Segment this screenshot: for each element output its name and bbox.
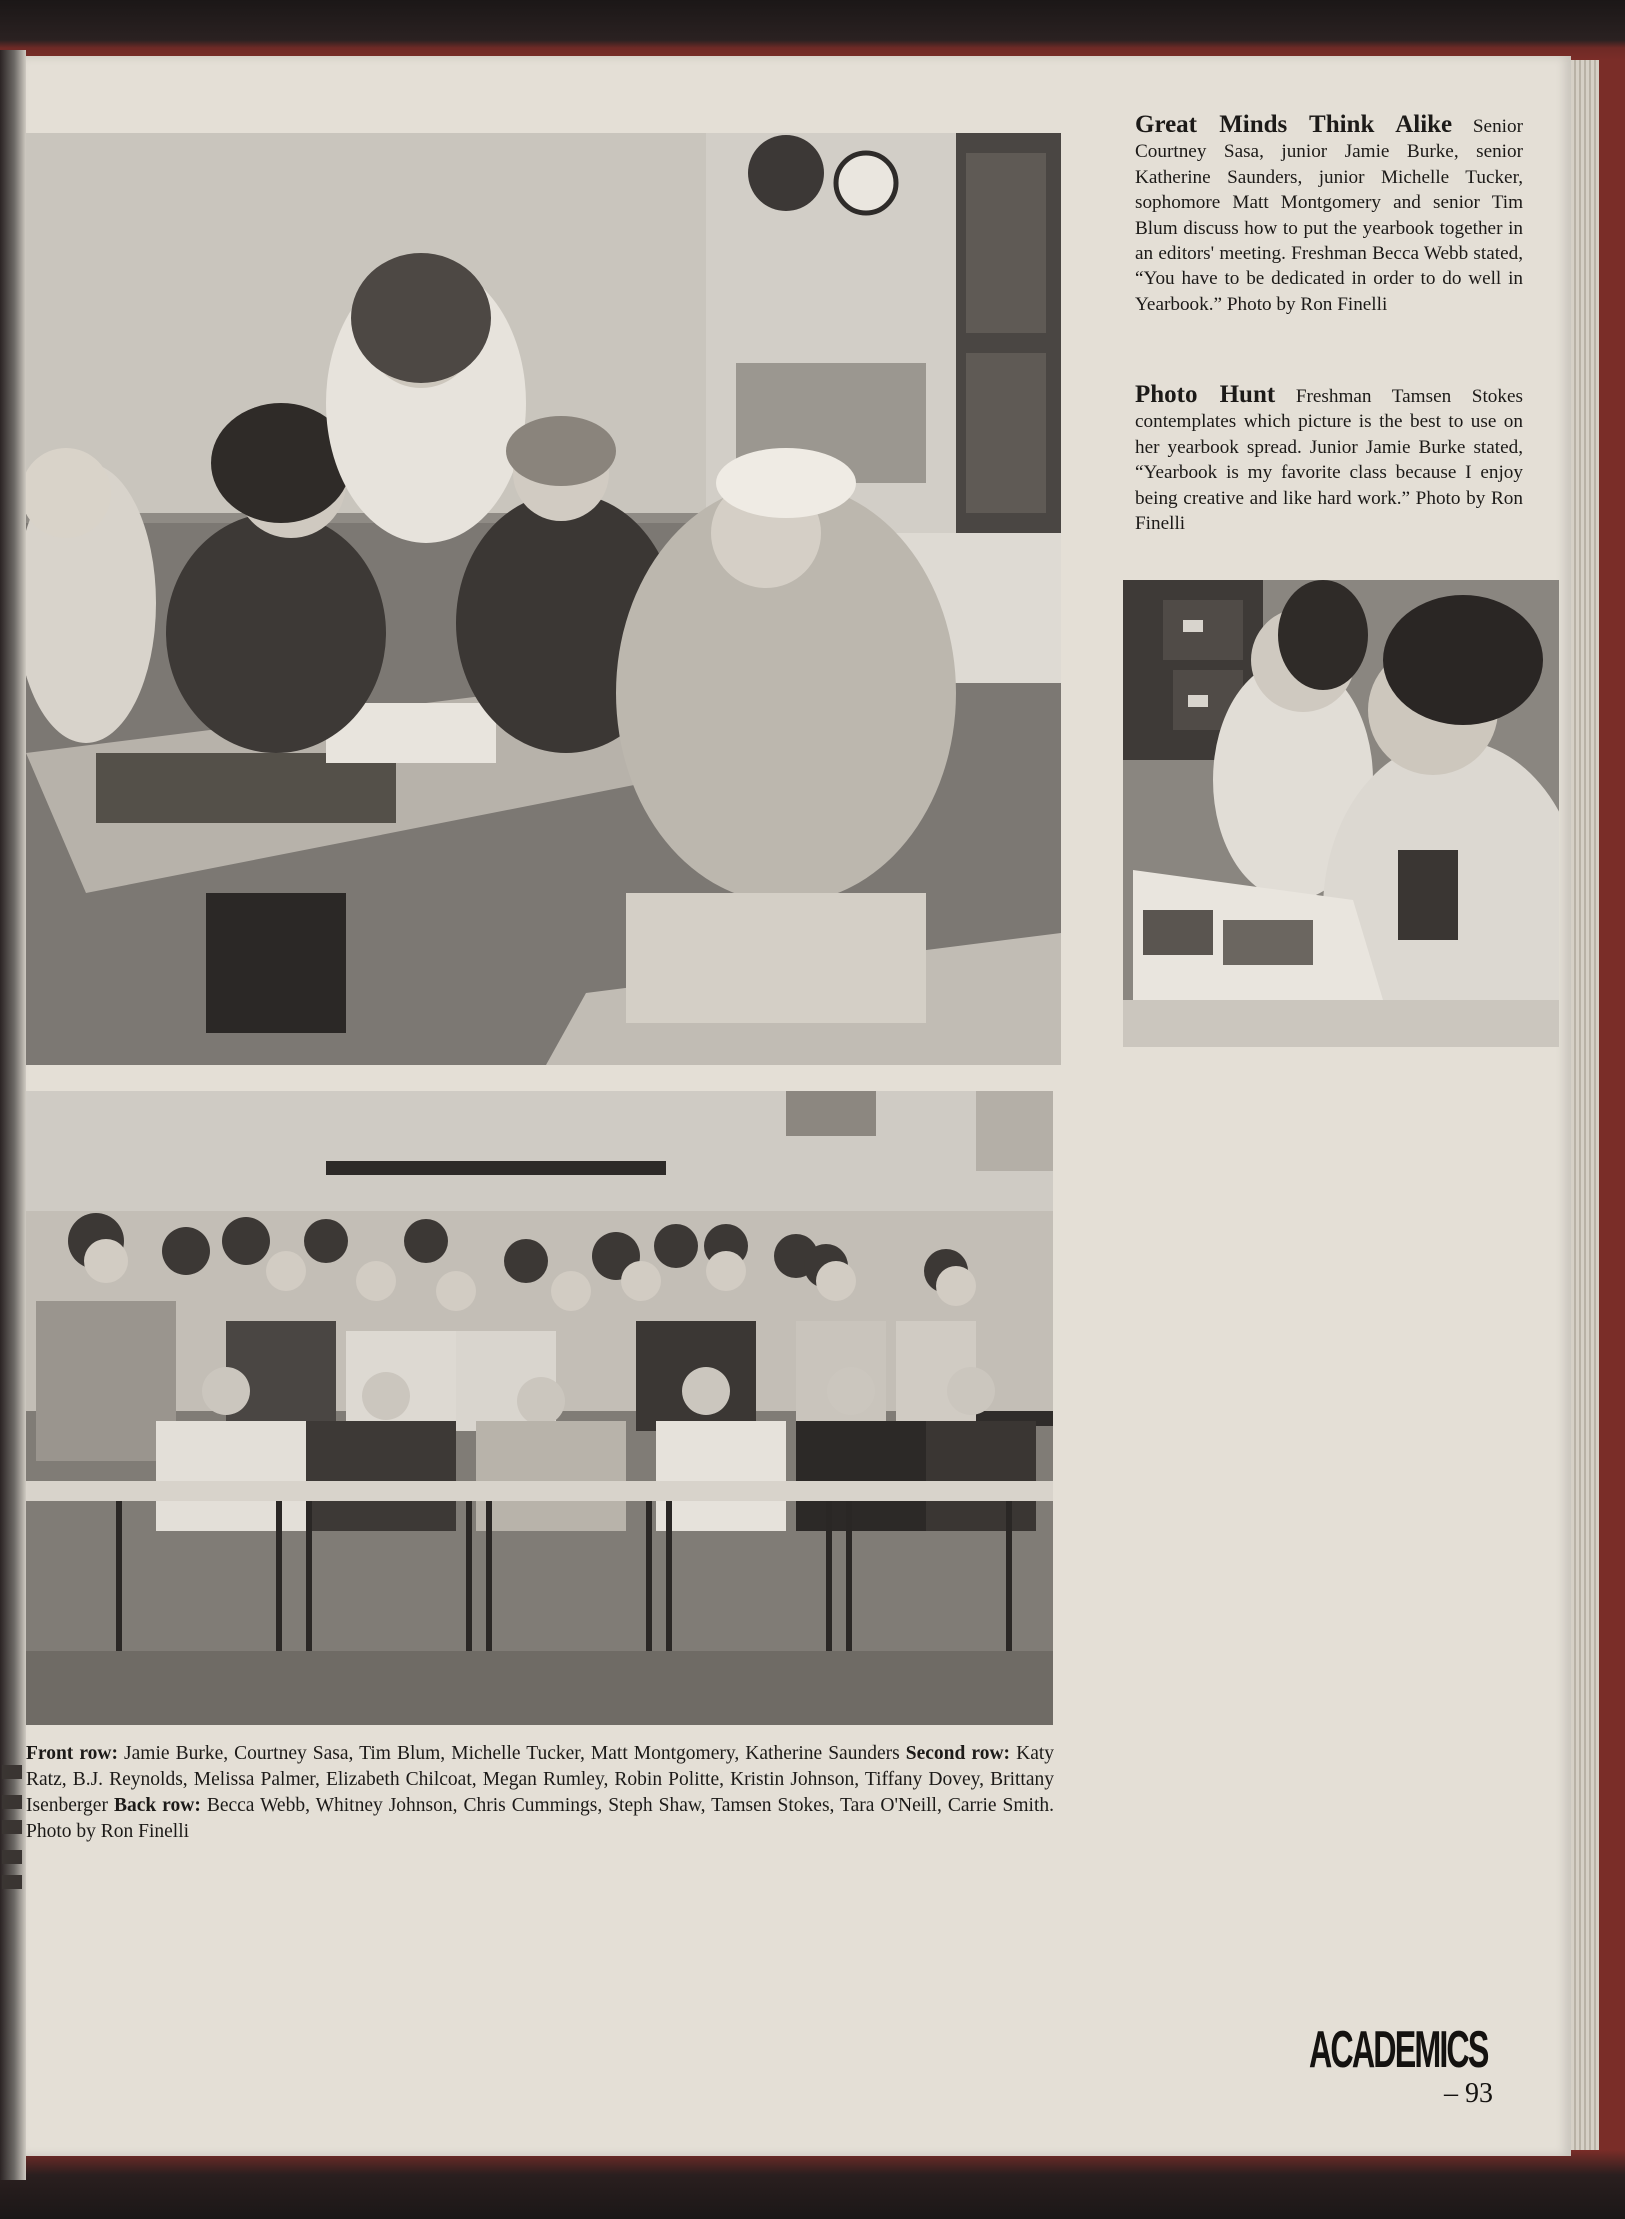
front-row-names: Jamie Burke, Courtney Sasa, Tim Blum, Michelle Tucker, Matt Montgomery, Katherine Saunders [124, 1743, 900, 1764]
caption-photo-hunt-body: Freshman Tamsen Stokes contemplates which picture is the best to use on her yearbook spread. Junior Jamie Burke stated, “Yearbook is my favorite class because I enjoy being creative and like hard work.” Photo by Ron Finelli [1135, 386, 1523, 535]
photo-editors-meeting-image [26, 133, 1061, 1065]
photo-editors-meeting [26, 133, 1061, 1065]
yearbook-page [26, 56, 1571, 2156]
caption-great-minds-headline: Great Minds Think Alike [1135, 111, 1453, 138]
photo-photo-hunt [1123, 580, 1559, 1047]
front-row-label: Front row: [26, 1743, 118, 1764]
section-title: ACADEMICS [1309, 2021, 1488, 2079]
caption-great-minds-body: Senior Courtney Sasa, junior Jamie Burke, senior Katherine Saunders, junior Michelle Tucker, sophomore Matt Montgomery and senior Tim Blum discuss how to put the yearbook together in an editors' meeting. Freshman Becca Webb stated, “You have to be dedicated in order to do well in Yearbook.” Photo by Ron Finelli [1135, 116, 1523, 315]
caption-photo-hunt-headline: Photo Hunt [1135, 381, 1276, 408]
page-edge [1571, 60, 1599, 2150]
second-row-label: Second row: [905, 1743, 1011, 1764]
photo-photo-hunt-image [1123, 580, 1559, 1047]
back-row-names: Becca Webb, Whitney Johnson, Chris Cummings, Steph Shaw, Tamsen Stokes, Tara O'Neill, Carrie Smith. [206, 1795, 1055, 1816]
caption-great-minds [1135, 112, 1523, 317]
caption-photo-hunt [1135, 382, 1523, 536]
photo-yearbook-staff-group-image [26, 1091, 1053, 1725]
page-number: – 93 [1444, 2078, 1493, 2109]
group-photo-credit: Photo by Ron Finelli [26, 1821, 190, 1842]
facing-page-sliver [0, 50, 26, 2180]
second-row-names: Katy Ratz, B.J. Reynolds, Melissa Palmer, Elizabeth Chilcoat, Megan Rumley, Robin Politte, Kristin Johnson, Tiffany Dovey, Brittany Isenberger [26, 1743, 1055, 1816]
photo-yearbook-staff-group [26, 1091, 1053, 1725]
back-row-label: Back row: [113, 1795, 201, 1816]
caption-group-photo [26, 1741, 1054, 1845]
